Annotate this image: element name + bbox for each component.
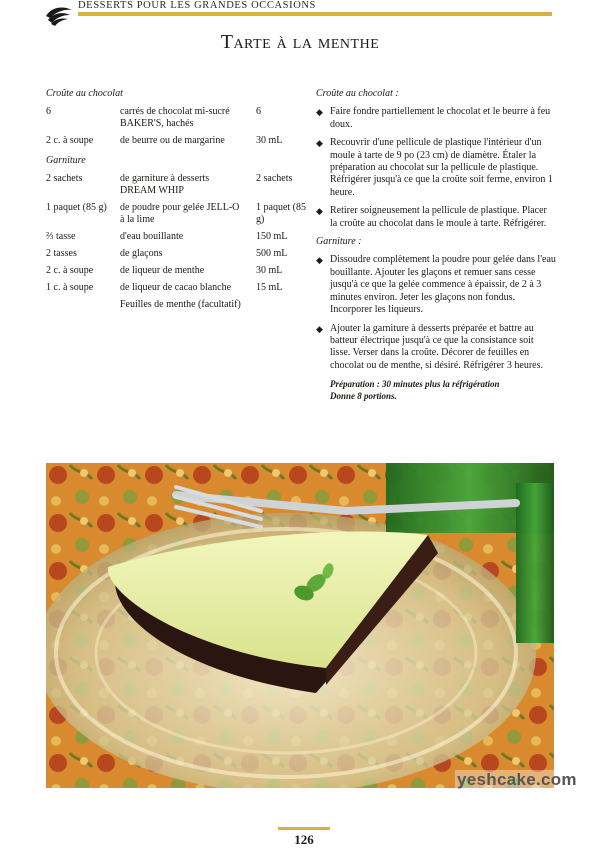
- ingredient-qty: 2 c. à soupe: [46, 135, 94, 146]
- swoosh-logo-icon: [44, 4, 74, 28]
- diamond-bullet-icon: ◆: [316, 323, 323, 334]
- ingredient-row: [46, 106, 306, 130]
- ingredient-desc: de garniture à desserts DREAM WHIP: [120, 173, 210, 196]
- crust-method-heading: Croûte au chocolat :: [316, 88, 399, 99]
- method-step: [316, 323, 556, 373]
- ingredient-metric: 150 mL: [256, 231, 288, 242]
- method-step-text: Retirer soigneusement la pellicule de plastique. Placer la croûte au chocolat dans le moule à tarte. Réfrigérer.: [330, 205, 547, 229]
- method-step-text: Ajouter la garniture à desserts préparée et battre au batteur électrique jusqu'à ce que la consistance soit lisse. Verser dans la croûte. Décorer de feuilles en chocolat ou de menthe, si désiré. Réfrigérer 3 heures.: [330, 322, 543, 371]
- ingredient-qty: 2 sachets: [46, 173, 83, 184]
- ingredient-desc: de beurre ou de margarine: [120, 135, 225, 146]
- method-step: [316, 254, 556, 316]
- ingredient-row: [46, 231, 306, 243]
- diamond-bullet-icon: ◆: [316, 206, 323, 217]
- ingredient-row: [46, 248, 306, 260]
- ingredient-desc: de liqueur de cacao blanche: [120, 282, 232, 293]
- page-number: 126: [294, 832, 314, 847]
- ingredient-qty: 2 tasses: [46, 248, 77, 259]
- servings: Donne 8 portions.: [330, 391, 397, 402]
- ingredient-metric: 15 mL: [256, 282, 283, 293]
- ingredients-list: [46, 88, 306, 316]
- ingredient-row: [46, 265, 306, 277]
- method-step-text: Recouvrir d'une pellicule de plastique l'intérieur d'un moule à tarte de 9 po (23 cm) de diamètre. Étaler la préparation au chocolat sur la pellicule de plastique. Réfrigérer jusqu'à ce que la croûte soit ferme, environ 1 heure.: [330, 137, 553, 198]
- ingredient-row: [46, 173, 306, 197]
- ingredient-metric: 1 paquet (85 g): [256, 202, 306, 225]
- ingredient-desc: d'eau bouillante: [120, 231, 184, 242]
- ingredient-row: [46, 282, 306, 294]
- ingredient-desc: Feuilles de menthe (facultatif): [120, 299, 241, 310]
- ingredient-row: [46, 299, 306, 311]
- ingredient-metric: 6: [256, 106, 261, 117]
- ingredient-qty: 1 paquet (85 g): [46, 202, 107, 213]
- ingredient-metric: 500 mL: [256, 248, 288, 259]
- ingredient-metric: 30 mL: [256, 135, 283, 146]
- photo-illustration: [46, 463, 554, 788]
- crust-ingredients-heading: Croûte au chocolat: [46, 88, 123, 99]
- method-step: [316, 205, 556, 230]
- ingredient-metric: 30 mL: [256, 265, 283, 276]
- diamond-bullet-icon: ◆: [316, 138, 323, 149]
- ingredient-desc: de glaçons: [120, 248, 163, 259]
- section-title: DESSERTS POUR LES GRANDES OCCASIONS: [78, 0, 316, 11]
- prep-time: Préparation : 30 minutes plus la réfrigération: [330, 379, 500, 390]
- header-rule: [78, 12, 552, 16]
- diamond-bullet-icon: ◆: [316, 107, 323, 118]
- watermark: yeshcake.com: [457, 770, 577, 789]
- ingredient-qty: 1 c. à soupe: [46, 282, 94, 293]
- ingredient-qty: 6: [46, 106, 51, 117]
- method-section: [316, 88, 556, 402]
- recipe-title: Tarte à la menthe: [220, 31, 380, 53]
- page-header: [0, 0, 600, 30]
- ingredient-row: [46, 202, 306, 226]
- ingredient-desc: carrés de chocolat mi-sucré BAKER'S, hachés: [120, 106, 230, 129]
- mint-pie-slice-photo: [46, 463, 554, 788]
- filling-method-heading: Garniture :: [316, 236, 362, 248]
- method-step-text: Dissoudre complètement la poudre pour gelée dans l'eau bouillante. Ajouter les glaçons et remuer sans cesse jusqu'à ce que la gelée commence à épaissir, de 2 à 3 minutes environ. Jeter les glaçons non fondus. Incorporer les liqueurs.: [330, 254, 556, 316]
- ingredient-desc: de liqueur de menthe: [120, 265, 205, 276]
- ingredient-row: [46, 135, 306, 147]
- ingredient-qty: 2 c. à soupe: [46, 265, 94, 276]
- method-step: [316, 106, 556, 131]
- footer-rule: [278, 827, 330, 830]
- ingredient-qty: ⅔ tasse: [46, 231, 76, 242]
- ingredient-metric: 2 sachets: [256, 173, 293, 184]
- diamond-bullet-icon: ◆: [316, 255, 323, 266]
- filling-ingredients-heading: Garniture: [46, 155, 86, 166]
- method-step-text: Faire fondre partiellement le chocolat et le beurre à feu doux.: [330, 106, 551, 130]
- ingredient-desc: de poudre pour gelée JELL-O à la lime: [120, 202, 240, 225]
- method-step: [316, 137, 556, 199]
